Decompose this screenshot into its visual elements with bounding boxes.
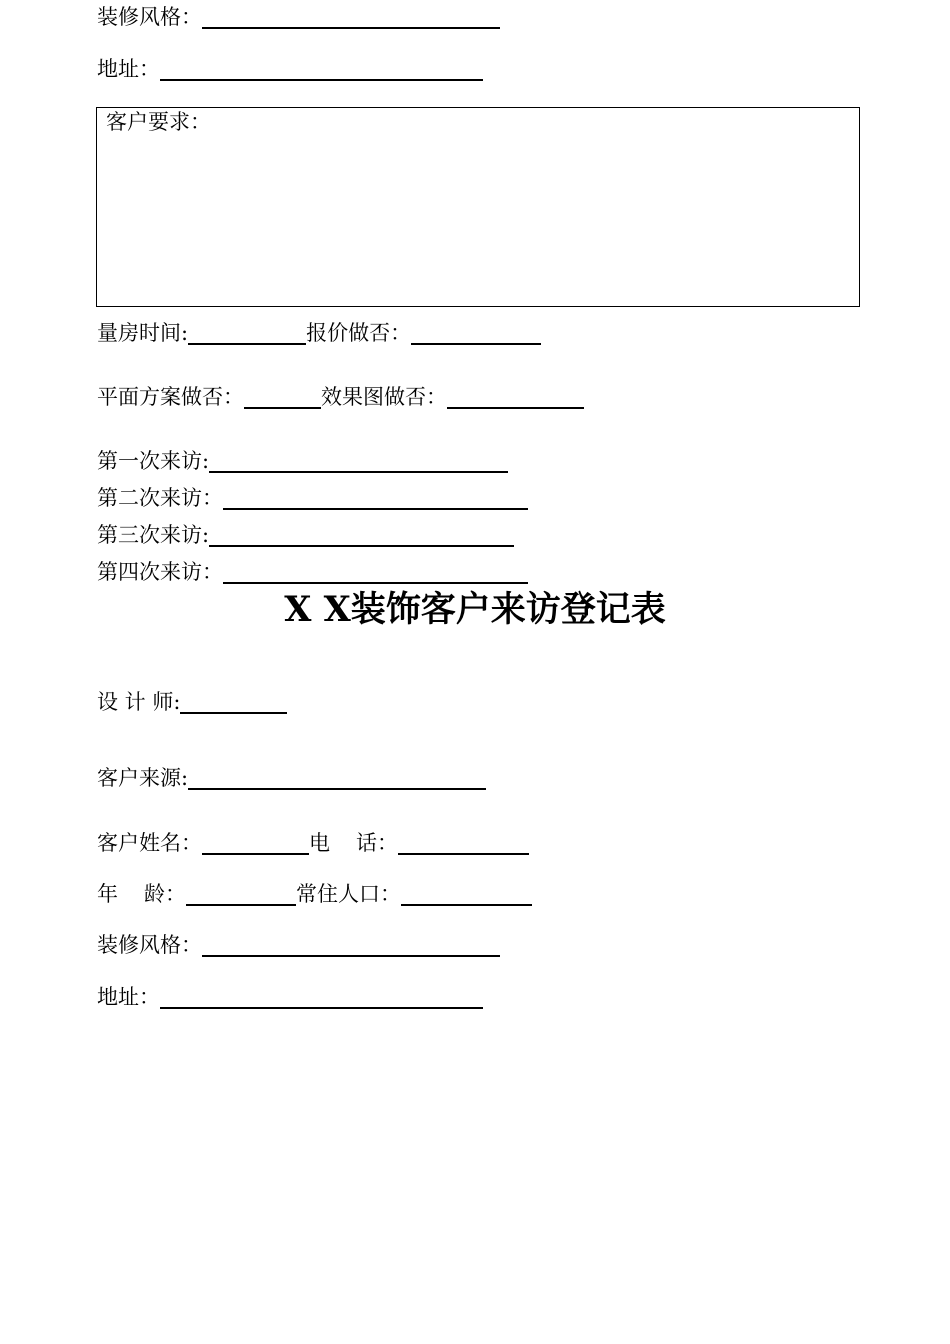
source-blank[interactable] (188, 768, 486, 790)
visit2-row (97, 484, 528, 512)
designer-label: 设 计 师: (97, 690, 181, 714)
source-row (97, 764, 486, 792)
rendering-done-label: 效果图做否： (321, 385, 447, 409)
address-row-2 (97, 983, 483, 1011)
floor-plan-done-blank[interactable] (244, 387, 321, 409)
visit1-row (97, 447, 508, 475)
visit1-blank[interactable] (209, 451, 508, 473)
age-residents-row (97, 880, 532, 908)
residents-label: 常住人口： (296, 882, 401, 906)
source-label: 客户来源: (97, 766, 189, 790)
name-phone-row (97, 829, 529, 857)
measure-time-label: 量房时间: (97, 321, 189, 345)
visit4-label: 第四次来访： (97, 560, 223, 584)
decoration-style-row-2 (97, 931, 500, 959)
visit2-blank[interactable] (223, 488, 528, 510)
measure-time-blank[interactable] (188, 323, 306, 345)
decoration-style-label: 装修风格： (97, 5, 202, 29)
phone-label-part1: 电 (309, 831, 330, 855)
name-blank[interactable] (202, 833, 309, 855)
address-label: 地址： (97, 57, 160, 81)
age-blank[interactable] (186, 884, 296, 906)
customer-requirements-box[interactable] (96, 107, 860, 307)
visit3-label: 第三次来访: (97, 523, 210, 547)
rendering-done-blank[interactable] (447, 387, 584, 409)
residents-blank[interactable] (401, 884, 532, 906)
visit4-row (97, 558, 528, 586)
quote-done-blank[interactable] (411, 323, 541, 345)
address-row (97, 55, 483, 83)
form-title: X X装饰客户来访登记表 (284, 589, 666, 630)
quote-done-label: 报价做否： (306, 321, 412, 345)
address-blank-2[interactable] (160, 987, 483, 1009)
age-label-part1: 年 (97, 882, 118, 906)
visit3-blank[interactable] (209, 525, 514, 547)
visit2-label: 第二次来访： (97, 486, 223, 510)
designer-row (97, 688, 287, 716)
designer-blank[interactable] (180, 692, 287, 714)
measure-quote-row (97, 319, 541, 347)
decoration-style-blank[interactable] (202, 7, 500, 29)
decoration-style-row (97, 3, 500, 31)
address-label-2: 地址： (97, 985, 160, 1009)
decoration-style-blank-2[interactable] (202, 935, 500, 957)
address-blank[interactable] (160, 59, 483, 81)
phone-label-part2: 话： (356, 831, 398, 855)
age-label-part2: 龄： (144, 882, 186, 906)
phone-blank[interactable] (398, 833, 529, 855)
plan-rendering-row (97, 383, 584, 411)
visit3-row (97, 521, 514, 549)
visit1-label: 第一次来访: (97, 449, 210, 473)
customer-requirements-label: 客户要求： (106, 110, 211, 134)
floor-plan-done-label: 平面方案做否： (97, 385, 244, 409)
name-label: 客户姓名： (97, 831, 202, 855)
visit4-blank[interactable] (223, 562, 528, 584)
decoration-style-label-2: 装修风格： (97, 933, 202, 957)
